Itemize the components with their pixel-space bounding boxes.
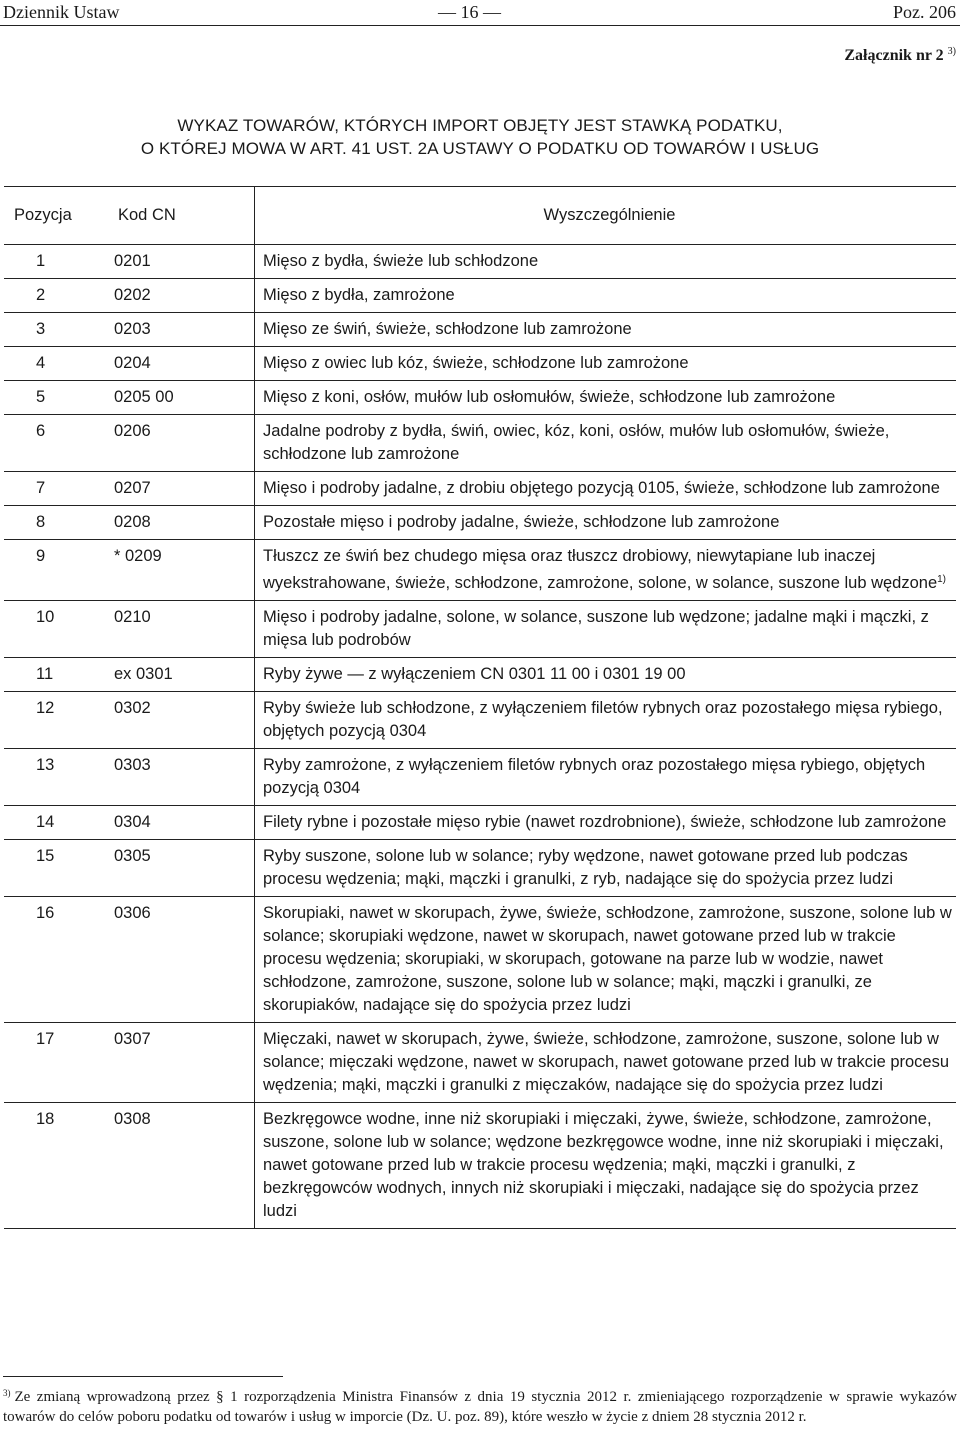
title-line-2: O KTÓREJ MOWA W ART. 41 UST. 2A USTAWY O PODATKU OD TOWARÓW I USŁUG bbox=[140, 139, 820, 158]
row-description bbox=[255, 601, 957, 658]
row-cn-code: 0207 bbox=[114, 472, 255, 506]
row-position: 13 bbox=[4, 749, 114, 806]
row-position: 7 bbox=[4, 472, 114, 506]
row-position: 18 bbox=[4, 1103, 114, 1229]
header-description: Wyszczególnienie bbox=[255, 187, 957, 245]
row-description bbox=[255, 692, 957, 749]
header-divider bbox=[0, 25, 960, 26]
table-row bbox=[4, 897, 956, 1023]
table-row bbox=[4, 1023, 956, 1103]
footnote-divider bbox=[3, 1376, 283, 1377]
table-row bbox=[4, 313, 956, 347]
row-description-text: Skorupiaki, nawet w skorupach, żywe, świeże, schłodzone, zamrożone, suszone, solone lub w solance; skorupiaki wędzone, nawet w skorupach, nawet gotowane przed lub w trakcie procesu wędzenia; skorupiaki, w skorupach, gotowane na parze lub w wodzie, nawet schłodzone, zamrożone, suszone, solone lub w solance; mąki, mączki i granulki, ze skorupiaków, nadające się do spożycia przez ludzi bbox=[263, 904, 952, 1014]
row-description-text: Mięso z bydła, świeże lub schłodzone bbox=[263, 252, 539, 270]
row-description-text: Mięso z koni, osłów, mułów lub osłomułów, świeże, schłodzone lub zamrożone bbox=[263, 388, 836, 406]
table-row bbox=[4, 601, 956, 658]
row-cn-code: 0206 bbox=[114, 415, 255, 472]
row-description-text: Mięso i podroby jadalne, solone, w solance, suszone lub wędzone; jadalne mąki i mączki, z mięsa lub podrobów bbox=[263, 608, 929, 649]
row-cn-code: 0304 bbox=[114, 806, 255, 840]
table-header-row bbox=[4, 187, 956, 245]
table-row bbox=[4, 1103, 956, 1229]
row-description bbox=[255, 749, 957, 806]
table-row bbox=[4, 658, 956, 692]
row-cn-code: 0305 bbox=[114, 840, 255, 897]
row-cn-code: 0205 00 bbox=[114, 381, 255, 415]
title-line-1: WYKAZ TOWARÓW, KTÓRYCH IMPORT OBJĘTY JEST STAWKĄ PODATKU, bbox=[177, 116, 783, 135]
header-cn-code: Kod CN bbox=[114, 187, 255, 245]
row-position: 4 bbox=[4, 347, 114, 381]
row-cn-code: 0202 bbox=[114, 279, 255, 313]
row-position: 11 bbox=[4, 658, 114, 692]
row-description bbox=[255, 897, 957, 1023]
header-position: Pozycja bbox=[4, 187, 114, 245]
row-position: 9 bbox=[4, 540, 114, 601]
table-row bbox=[4, 540, 956, 601]
row-description-text: Bezkręgowce wodne, inne niż skorupiaki i mięczaki, żywe, świeże, schłodzone, zamrożone, suszone, solone lub w solance; wędzone bezkręgowce wodne, inne niż skorupiaki i mięczaki, nawet gotowane przed lub w trakcie procesu wędzenia; mąki, mączki i granulki, z bezkręgowców wodnych, innych niż skorupiaki i mięczaki, nadające się do spożycia przez ludzi bbox=[263, 1110, 944, 1220]
row-cn-code: 0302 bbox=[114, 692, 255, 749]
table-row bbox=[4, 506, 956, 540]
row-cn-code: * 0209 bbox=[114, 540, 255, 601]
table-row bbox=[4, 381, 956, 415]
page-header bbox=[0, 0, 960, 26]
row-description-text: Ryby zamrożone, z wyłączeniem filetów rybnych oraz pozostałego mięsa rybiego, objętych pozycją 0304 bbox=[263, 756, 926, 797]
annex-footnote-ref: 3) bbox=[947, 46, 956, 57]
page-number: — 16 — bbox=[438, 2, 501, 22]
row-position: 14 bbox=[4, 806, 114, 840]
table-row bbox=[4, 749, 956, 806]
row-description bbox=[255, 415, 957, 472]
table-body bbox=[4, 245, 956, 1229]
table-row bbox=[4, 840, 956, 897]
row-position: 5 bbox=[4, 381, 114, 415]
row-description bbox=[255, 313, 957, 347]
row-description-text: Tłuszcz ze świń bez chudego mięsa oraz tłuszcz drobiowy, niewytapiane lub inaczej wyekstrahowane, świeże, schłodzone, zamrożone, solone, w solance, suszone lub wędzone bbox=[263, 547, 938, 592]
row-position: 2 bbox=[4, 279, 114, 313]
row-position: 8 bbox=[4, 506, 114, 540]
row-cn-code: 0204 bbox=[114, 347, 255, 381]
row-cn-code: 0208 bbox=[114, 506, 255, 540]
row-description-text: Ryby suszone, solone lub w solance; ryby wędzone, nawet gotowane przed lub podczas procesu wędzenia; mąki, mączki i granulki, z ryb, nadające się do spożycia przez ludzi bbox=[263, 847, 908, 888]
row-description bbox=[255, 347, 957, 381]
row-position: 16 bbox=[4, 897, 114, 1023]
row-position: 6 bbox=[4, 415, 114, 472]
row-cn-code: 0306 bbox=[114, 897, 255, 1023]
row-description-text: Mięczaki, nawet w skorupach, żywe, świeże, schłodzone, zamrożone, suszone, solone lub w solance; mięczaki wędzone, nawet w skorupach, nawet gotowane przed lub w trakcie procesu wędzenia; mąki, mączki i granulki z mięczaków, nadające się do spożycia przez ludzi bbox=[263, 1030, 950, 1094]
journal-name: Dziennik Ustaw bbox=[3, 2, 120, 22]
table-row bbox=[4, 472, 956, 506]
row-description-text: Ryby żywe — z wyłączeniem CN 0301 11 00 i 0301 19 00 bbox=[263, 665, 686, 683]
annex-text: Załącznik nr 2 bbox=[844, 47, 944, 64]
position-number: Poz. 206 bbox=[893, 2, 956, 22]
row-position: 12 bbox=[4, 692, 114, 749]
row-description-text: Mięso i podroby jadalne, z drobiu objętego pozycją 0105, świeże, schłodzone lub zamrożone bbox=[263, 479, 940, 497]
row-position: 3 bbox=[4, 313, 114, 347]
row-description-text: Filety rybne i pozostałe mięso rybie (nawet rozdrobnione), świeże, schłodzone lub zamrożone bbox=[263, 813, 947, 831]
row-position: 15 bbox=[4, 840, 114, 897]
row-cn-code: 0203 bbox=[114, 313, 255, 347]
row-cn-code: 0201 bbox=[114, 245, 255, 279]
row-description-text: Ryby świeże lub schłodzone, z wyłączeniem filetów rybnych oraz pozostałego mięsa rybiego, objętych pozycją 0304 bbox=[263, 699, 943, 740]
annex-label bbox=[844, 46, 956, 65]
table-row bbox=[4, 245, 956, 279]
row-description bbox=[255, 245, 957, 279]
row-cn-code: 0307 bbox=[114, 1023, 255, 1103]
row-position: 1 bbox=[4, 245, 114, 279]
table-row bbox=[4, 806, 956, 840]
row-description bbox=[255, 472, 957, 506]
row-description bbox=[255, 840, 957, 897]
footnote bbox=[3, 1383, 957, 1427]
row-cn-code: 0303 bbox=[114, 749, 255, 806]
row-cn-code: 0210 bbox=[114, 601, 255, 658]
row-cn-code: ex 0301 bbox=[114, 658, 255, 692]
row-description bbox=[255, 381, 957, 415]
row-description-text: Jadalne podroby z bydła, świń, owiec, kóz, koni, osłów, mułów lub osłomułów, świeże, schłodzone lub zamrożone bbox=[263, 422, 890, 463]
row-footnote-ref: 1) bbox=[937, 574, 947, 585]
row-description bbox=[255, 1103, 957, 1229]
row-description bbox=[255, 540, 957, 601]
row-description-text: Mięso ze świń, świeże, schłodzone lub zamrożone bbox=[263, 320, 632, 338]
row-description bbox=[255, 806, 957, 840]
row-description-text: Pozostałe mięso i podroby jadalne, świeże, schłodzone lub zamrożone bbox=[263, 513, 780, 531]
row-description-text: Mięso z bydła, zamrożone bbox=[263, 286, 455, 304]
row-description bbox=[255, 1023, 957, 1103]
row-position: 10 bbox=[4, 601, 114, 658]
row-description bbox=[255, 658, 957, 692]
row-description bbox=[255, 279, 957, 313]
document-title bbox=[0, 114, 960, 160]
row-description-text: Mięso z owiec lub kóz, świeże, schłodzone lub zamrożone bbox=[263, 354, 689, 372]
row-cn-code: 0308 bbox=[114, 1103, 255, 1229]
table-row bbox=[4, 279, 956, 313]
row-description bbox=[255, 506, 957, 540]
footnote-marker: 3) bbox=[3, 1388, 11, 1398]
footnote-text: Ze zmianą wprowadzoną przez § 1 rozporządzenia Ministra Finansów z dnia 19 stycznia 2012 r. zmieniającego rozporządzenie w sprawie wykazów towarów do celów poboru podatku od towarów i usług w imporcie (Dz. U. poz. 89), które weszło w życie z dniem 28 stycznia 2012 r. bbox=[3, 1389, 957, 1425]
table-row bbox=[4, 415, 956, 472]
table-row bbox=[4, 347, 956, 381]
table-row bbox=[4, 692, 956, 749]
row-position: 17 bbox=[4, 1023, 114, 1103]
goods-table bbox=[4, 186, 956, 1229]
